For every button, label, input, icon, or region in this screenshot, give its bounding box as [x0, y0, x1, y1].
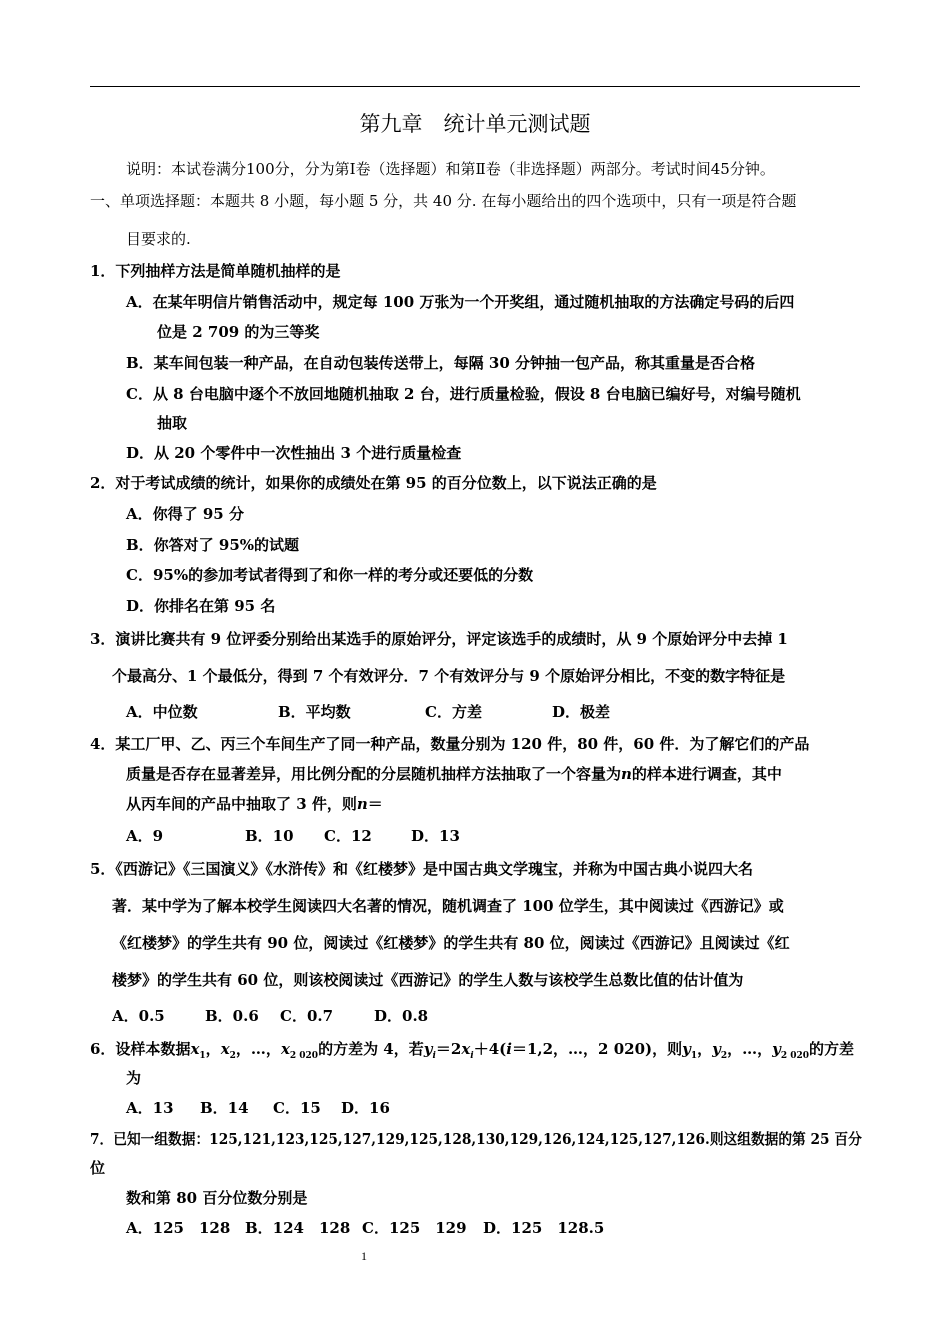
q6-option-d: D．16 — [341, 1099, 390, 1117]
q4-line2-part2: 的样本进行调查，其中 — [631, 765, 782, 783]
q1-option-d: D．从 20 个零件中一次性抽出 3 个进行质量检查 — [126, 444, 462, 462]
section-heading-line2: 目要求的. — [126, 230, 191, 248]
q6-option-b: B．14 — [200, 1099, 249, 1117]
q6-var-x3: x — [280, 1040, 290, 1058]
q7-stem-line2: 位 — [90, 1159, 106, 1177]
q6-sep-2: ， — [235, 1040, 251, 1058]
q1-option-a-line2: 位是 2 709 的为三等奖 — [157, 323, 320, 341]
q6-var-x2: x — [220, 1040, 230, 1058]
q6-sub-i2: i — [470, 1051, 474, 1061]
q7-option-d: D．125 128.5 — [483, 1219, 605, 1237]
q6-var-y3: y — [772, 1040, 781, 1058]
q6-text-2: 的方差为 4，若 — [318, 1040, 424, 1058]
q6-sep-5: ， — [727, 1040, 743, 1058]
q2-stem: 2．对于考试成绩的统计，如果你的成绩处在第 95 的百分位数上，以下说法正确的是 — [90, 474, 657, 492]
q6-text-4: ＝1,2，…，2 020)，则 — [511, 1040, 683, 1058]
q7-stem-line3: 数和第 80 百分位数分别是 — [126, 1189, 308, 1207]
q6-var-x4: x — [461, 1040, 471, 1058]
q6-sub-2020: 2 020 — [289, 1051, 319, 1061]
q2-option-c: C．95%的参加考试者得到了和你一样的考分或还要低的分数 — [126, 566, 534, 584]
instructions-note: 说明：本试卷满分100分，分为第Ⅰ卷（选择题）和第Ⅱ卷（非选择题）两部分。考试时间45分钟。 — [126, 160, 775, 178]
q5-stem-line1: 5．《西游记》《三国演义》《水浒传》和《红楼梦》是中国古典文学瑰宝，并称为中国古典小说四大名 — [90, 860, 753, 878]
q2-option-a: A．你得了 95 分 — [126, 505, 244, 523]
q6-sep-6: ， — [757, 1040, 773, 1058]
q3-option-c: C．方差 — [425, 703, 482, 721]
q4-option-c: C．12 — [324, 827, 372, 845]
q6-dots-1: … — [250, 1040, 266, 1058]
q5-stem-line2: 著．某中学为了解本校学生阅读四大名著的情况，随机调查了 100 位学生，其中阅读过《西游记》或 — [112, 897, 784, 915]
q3-option-d: D．极差 — [552, 703, 611, 721]
q6-var-y1: y — [682, 1040, 691, 1058]
q6-sub-y1: 1 — [690, 1051, 698, 1061]
q4-stem-line2 — [126, 765, 782, 783]
q6-sep-4: ， — [697, 1040, 713, 1058]
q2-option-d: D．你排名在第 95 名 — [126, 597, 276, 615]
q4-option-d: D．13 — [411, 827, 460, 845]
q6-option-c: C．15 — [273, 1099, 321, 1117]
q6-var-y: y — [423, 1040, 433, 1058]
q6-sub-y2: 2 — [720, 1051, 728, 1061]
q6-var-y2: y — [712, 1040, 721, 1058]
q4-var-n-2: n — [356, 795, 368, 813]
q6-stem-line2: 为 — [126, 1069, 142, 1087]
q7-option-c: C．125 129 — [362, 1219, 467, 1237]
q1-option-b: B．某车间包装一种产品，在自动包装传送带上，每隔 30 分钟抽一包产品，称其重量是否合格 — [126, 354, 756, 372]
q5-stem-line4: 楼梦》的学生共有 60 位，则该校阅读过《西游记》的学生人数与该校学生总数比值的估计值为 — [112, 971, 744, 989]
q5-option-c: C．0.7 — [280, 1007, 334, 1025]
q5-option-b: B．0.6 — [205, 1007, 259, 1025]
q6-sep-1: ， — [205, 1040, 221, 1058]
q4-line3-part1: 从丙车间的产品中抽取了 3 件，则 — [126, 795, 357, 813]
q4-line3-part2: ＝ — [367, 795, 383, 813]
q6-sub-i: i — [432, 1051, 436, 1061]
q4-var-n: n — [621, 765, 632, 783]
q5-option-d: D．0.8 — [374, 1007, 429, 1025]
q7-option-a: A．125 128 — [126, 1219, 231, 1237]
q1-option-c-line2: 抽取 — [157, 414, 188, 432]
q7-stem-line1: 7．已知一组数据：125,121,123,125,127,129,125,128,130,129,126,124,125,127,126.则这组数据的第 25 百分 — [90, 1130, 862, 1148]
q4-option-b: B．10 — [245, 827, 294, 845]
q5-option-a: A．0.5 — [112, 1007, 165, 1025]
q6-sub-1: 1 — [199, 1051, 206, 1061]
q6-text-5: 的方差 — [809, 1040, 855, 1058]
q4-line2-part1: 质量是否存在显著差异，用比例分配的分层随机抽样方法抽取了一个容量为 — [126, 765, 622, 783]
q6-dots-2: … — [742, 1040, 758, 1058]
q7-option-b: B．124 128 — [245, 1219, 351, 1237]
q6-option-a: A．13 — [126, 1099, 174, 1117]
q3-stem-line2: 个最高分、1 个最低分，得到 7 个有效评分．7 个有效评分与 9 个原始评分相比，不变的数字特征是 — [112, 667, 786, 685]
q4-option-a: A．9 — [126, 827, 164, 845]
q1-option-c-line1: C．从 8 台电脑中逐个不放回地随机抽取 2 台，进行质量检验，假设 8 台电脑已编好号，对编号随机 — [126, 385, 801, 403]
q1-option-a-line1: A．在某年明信片销售活动中，规定每 100 万张为一个开奖组，通过随机抽取的方法确定号码的后四 — [126, 293, 795, 311]
q6-sub-y2020: 2 020 — [780, 1051, 810, 1061]
q6-text-eq: ＝2 — [435, 1040, 462, 1058]
q3-stem-line1: 3．演讲比赛共有 9 位评委分别给出某选手的原始评分，评定该选手的成绩时，从 9 个原始评分中去掉 1 — [90, 630, 788, 648]
q4-stem-line3 — [126, 795, 383, 813]
q3-option-a: A．中位数 — [126, 703, 198, 721]
q1-stem: 1．下列抽样方法是简单随机抽样的是 — [90, 262, 341, 280]
q2-option-b: B．你答对了 95%的试题 — [126, 536, 300, 554]
page-title: 第九章 统计单元测试题 — [359, 112, 591, 136]
q6-text-1: 6．设样本数据 — [90, 1040, 191, 1058]
q5-stem-line3: 《红楼梦》的学生共有 90 位，阅读过《红楼梦》的学生共有 80 位，阅读过《西游记》且阅读过《红 — [112, 934, 790, 952]
q6-stem-line1 — [90, 1040, 854, 1065]
q6-var-i: i — [506, 1040, 512, 1058]
q6-sub-2: 2 — [229, 1051, 236, 1061]
q3-option-b: B．平均数 — [278, 703, 351, 721]
q6-text-3: ＋4( — [473, 1040, 507, 1058]
q4-stem-line1: 4．某工厂甲、乙、丙三个车间生产了同一种产品，数量分别为 120 件，80 件，60 件．为了解它们的产品 — [90, 735, 810, 753]
header-rule — [90, 86, 860, 87]
page-number: 1 — [361, 1249, 367, 1263]
q6-var-x: x — [190, 1040, 200, 1058]
q6-sep-3: ， — [265, 1040, 281, 1058]
section-heading-line1: 一、单项选择题：本题共 8 小题，每小题 5 分，共 40 分. 在每小题给出的四个选项中，只有一项是符合题 — [90, 192, 797, 210]
